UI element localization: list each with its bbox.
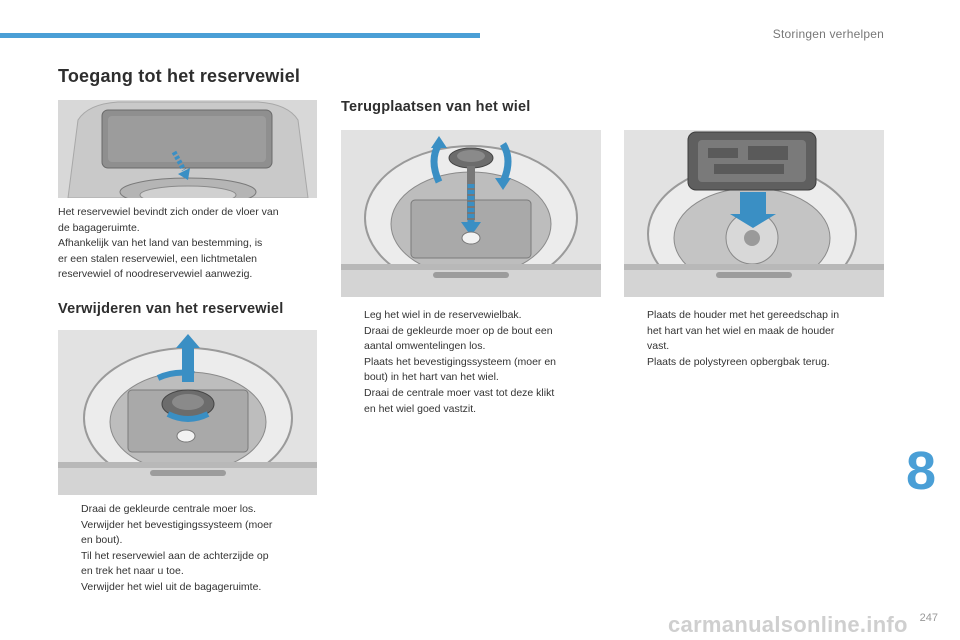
step-line: Plaats het bevestigingssysteem (moer en [364,355,557,368]
intro-line: reservewiel of noodreservewiel aanwezig. [58,268,253,280]
step-line: Verwijder het wiel uit de bagageruimte. [81,580,262,593]
step-line: het hart van het wiel en maak de houder [647,324,835,337]
step-line: en trek het naar u toe. [81,565,184,578]
step-line: aantal omwentelingen los. [364,340,486,353]
refit-steps-list-col2 [624,308,889,370]
list-item [58,580,323,596]
step-line: bout) in het hart van het wiel. [364,371,499,384]
header-accent-bar [0,33,480,38]
list-item [624,308,889,355]
step-line: Plaats de houder met het gereedschap in [647,309,840,321]
list-item [341,308,606,324]
step-line: Verwijder het bevestigingssysteem (moer [81,518,273,531]
list-item [341,355,606,386]
step-line: Draai de gekleurde centrale moer los. [81,503,257,515]
intro-line: Afhankelijk van het land van bestemming, is [58,237,263,249]
step-line: en het wiel goed vastzit. [364,402,477,415]
intro-line: de bagageruimte. [58,221,140,234]
remove-steps-list [58,502,323,596]
list-item [624,355,889,371]
step-line: Plaats de polystyreen opbergbak terug. [647,355,830,368]
list-item [58,518,323,549]
list-item [341,386,606,417]
list-item [58,549,323,580]
illustration-refit-wheel [341,130,601,297]
page-title: Toegang tot het reservewiel [58,66,301,86]
step-line: Leg het wiel in de reservewielbak. [364,309,522,321]
step-line: en bout). [81,534,123,547]
refit-steps-list-col1 [341,308,606,417]
watermark: carmanualsonline.info [668,612,908,637]
intro-line: Het reservewiel bevindt zich onder de vloer van [58,206,279,218]
illustration-boot-floor [58,100,317,198]
intro-line: er een stalen reservewiel, een lichtmetalen [58,252,258,265]
illustration-remove-wheel [58,330,317,495]
illustration-tool-holder [624,130,884,297]
list-item [58,502,323,518]
remove-heading: Verwijderen van het reservewiel [58,301,284,317]
refit-heading: Terugplaatsen van het wiel [341,99,531,115]
chapter-number: 8 [905,441,936,501]
intro-text [58,205,323,283]
step-line: Draai de centrale moer vast tot deze klikt [364,386,555,399]
page-number: 247 [919,612,938,624]
step-line: Draai de gekleurde moer op de bout een [364,324,553,337]
step-line: vast. [647,340,670,353]
list-item [341,324,606,355]
section-title: Storingen verhelpen [772,27,884,41]
step-line: Til het reservewiel aan de achterzijde op [81,549,269,562]
